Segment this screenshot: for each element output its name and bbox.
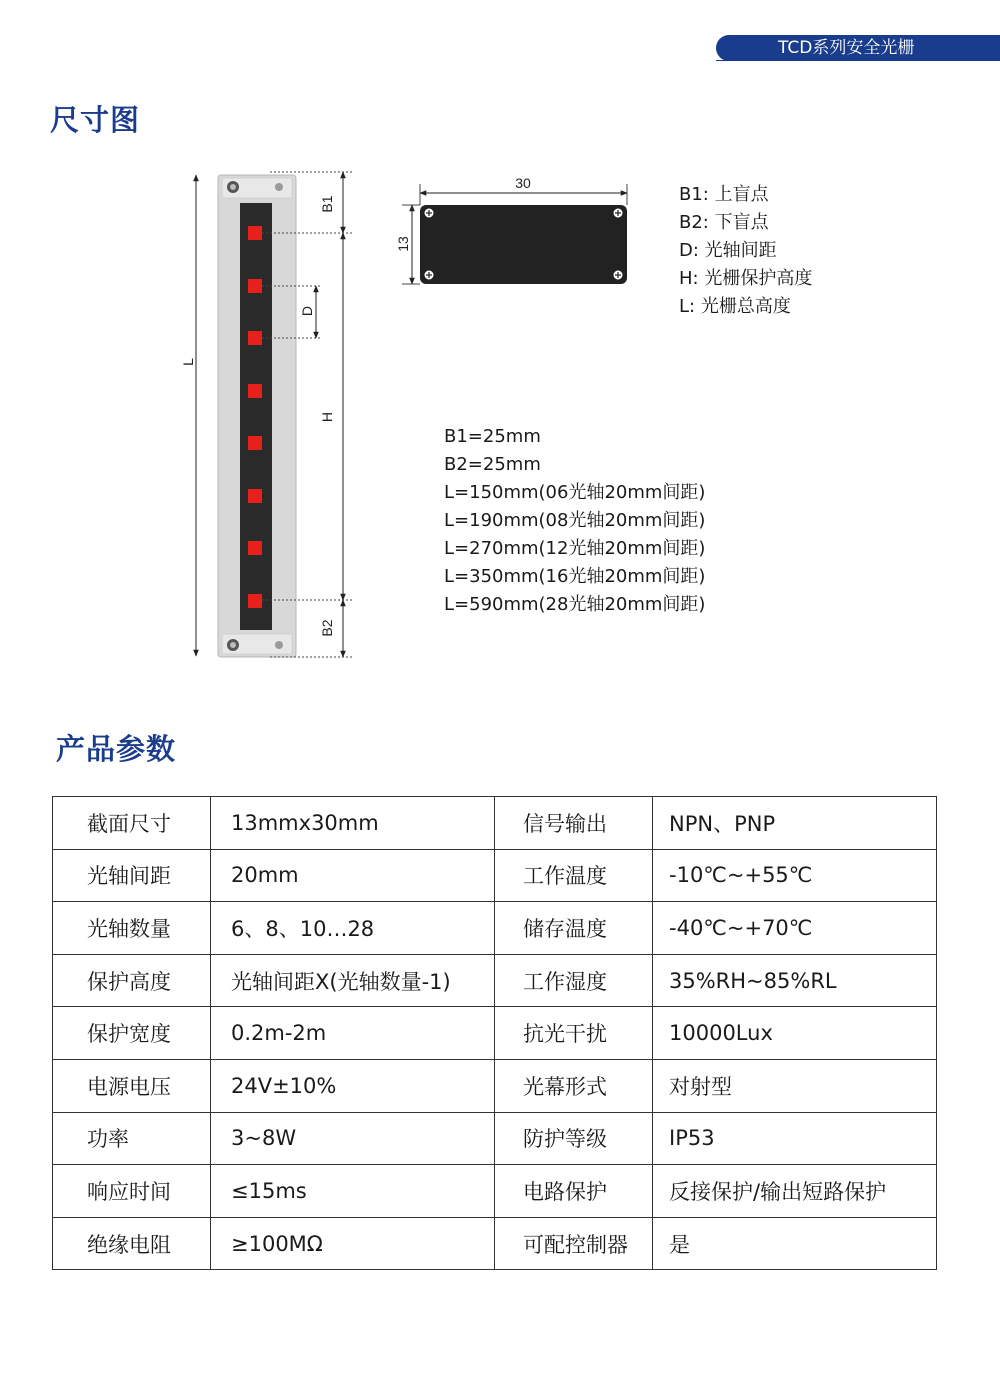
section-profile	[420, 205, 627, 284]
legend-item: D: 光轴间距	[679, 240, 777, 261]
table-row	[53, 1112, 937, 1165]
dimension-legend	[679, 181, 812, 321]
series-title: TCD系列安全光栅	[778, 38, 915, 58]
param-label: 保护宽度	[53, 1007, 211, 1060]
legend-item: B2: 下盲点	[679, 212, 769, 233]
param-value: 35%RH~85%RL	[653, 954, 937, 1007]
label-width: 30	[515, 175, 531, 191]
size-specs	[444, 423, 705, 619]
param-label: 电源电压	[53, 1059, 211, 1112]
param-value: 光轴间距X(光轴数量-1)	[211, 954, 495, 1007]
emitter-3	[248, 331, 262, 345]
param-label: 储存温度	[495, 902, 653, 955]
param-label: 响应时间	[53, 1165, 211, 1218]
param-label: 光幕形式	[495, 1059, 653, 1112]
emitter-6	[248, 489, 262, 503]
param-value: ≤15ms	[211, 1165, 495, 1218]
table-row	[53, 797, 937, 850]
dim-H	[319, 233, 343, 600]
param-label: 抗光干扰	[495, 1007, 653, 1060]
emitter-strip	[240, 203, 272, 630]
param-label: 工作湿度	[495, 954, 653, 1007]
label-H: H	[319, 411, 335, 423]
param-value: 3~8W	[211, 1112, 495, 1165]
spec-line: L=350mm(16光轴20mm间距)	[444, 566, 706, 587]
table-row	[53, 954, 937, 1007]
label-D: D	[299, 305, 315, 317]
param-label: 防护等级	[495, 1112, 653, 1165]
emitter-8	[248, 594, 262, 608]
table-row	[53, 1007, 937, 1060]
param-value: 反接保护/输出短路保护	[653, 1165, 937, 1218]
dim-B1	[319, 172, 343, 233]
param-label: 工作温度	[495, 849, 653, 902]
dim-B2	[319, 600, 343, 657]
emitter-1	[248, 226, 262, 240]
table-row	[53, 1217, 937, 1270]
param-label: 保护高度	[53, 954, 211, 1007]
legend-item: L: 光栅总高度	[679, 296, 791, 317]
params-table	[52, 796, 937, 1270]
cross-section	[395, 175, 627, 284]
param-value: 10000Lux	[653, 1007, 937, 1060]
table-row	[53, 1059, 937, 1112]
spec-line: L=270mm(12光轴20mm间距)	[444, 538, 706, 559]
label-B1: B1	[319, 195, 335, 213]
light-curtain-body	[218, 175, 296, 657]
param-value: 是	[653, 1217, 937, 1270]
param-label: 绝缘电阻	[53, 1217, 211, 1270]
param-value: NPN、PNP	[653, 797, 937, 850]
param-label: 截面尺寸	[53, 797, 211, 850]
label-height: 13	[395, 236, 411, 252]
spec-line: L=590mm(28光轴20mm间距)	[444, 594, 706, 615]
param-value: 0.2m-2m	[211, 1007, 495, 1060]
param-label: 光轴数量	[53, 902, 211, 955]
dimensions-section-title: 尺寸图	[50, 103, 141, 137]
table-row	[53, 1165, 937, 1218]
param-value: 6、8、10…28	[211, 902, 495, 955]
emitter-5	[248, 436, 262, 450]
label-B2: B2	[319, 619, 335, 637]
spec-line: B1=25mm	[444, 426, 541, 447]
param-label: 信号输出	[495, 797, 653, 850]
param-value: -10℃~+55℃	[653, 849, 937, 902]
param-label: 可配控制器	[495, 1217, 653, 1270]
spec-line: B2=25mm	[444, 454, 541, 475]
emitter-4	[248, 384, 262, 398]
table-row	[53, 849, 937, 902]
label-L: L	[180, 358, 196, 366]
param-value: ≥100MΩ	[211, 1217, 495, 1270]
bottom-hole-icon	[275, 641, 283, 649]
top-hole-icon	[275, 183, 283, 191]
param-value: 对射型	[653, 1059, 937, 1112]
param-value: IP53	[653, 1112, 937, 1165]
spec-line: L=190mm(08光轴20mm间距)	[444, 510, 706, 531]
param-label: 功率	[53, 1112, 211, 1165]
emitter-7	[248, 541, 262, 555]
param-value: -40℃~+70℃	[653, 902, 937, 955]
dim-L	[180, 175, 196, 656]
legend-item: B1: 上盲点	[679, 184, 769, 205]
params-section-title: 产品参数	[56, 732, 177, 766]
param-value: 20mm	[211, 849, 495, 902]
param-label: 电路保护	[495, 1165, 653, 1218]
param-value: 24V±10%	[211, 1059, 495, 1112]
spec-line: L=150mm(06光轴20mm间距)	[444, 482, 706, 503]
legend-item: H: 光栅保护高度	[679, 268, 813, 289]
table-row	[53, 902, 937, 955]
emitter-2	[248, 279, 262, 293]
dim-D	[299, 286, 316, 338]
param-label: 光轴间距	[53, 849, 211, 902]
param-value: 13mmx30mm	[211, 797, 495, 850]
